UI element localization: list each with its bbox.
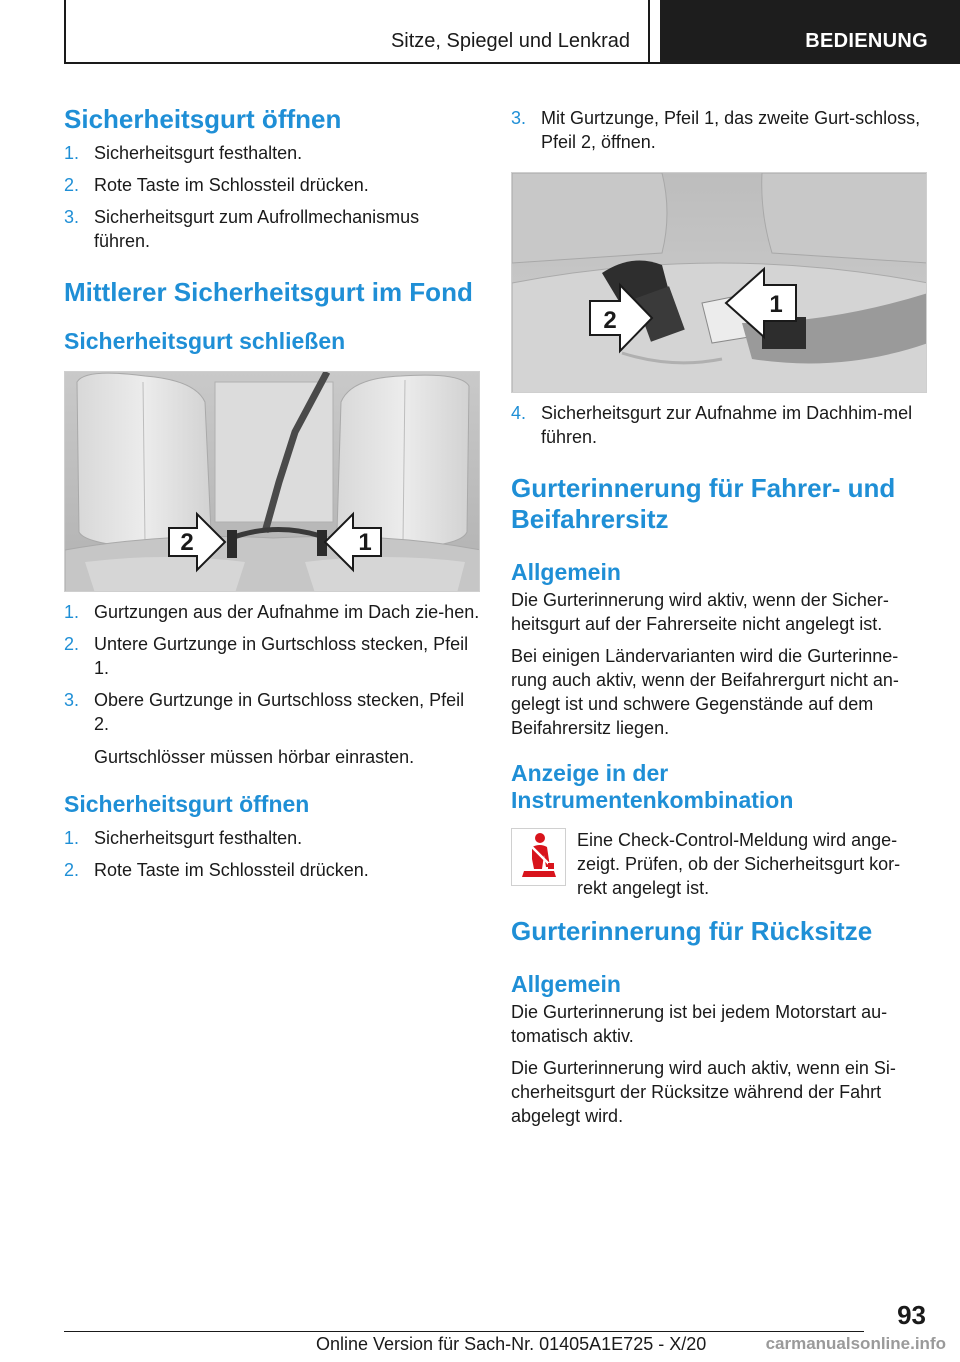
footer-rule: [64, 1331, 864, 1332]
paragraph-general-1b: Bei einigen Ländervarianten wird die Gurterinne-rung auch aktiv, wenn der Beifahrergurt nicht an-gelegt ist und schwere Gegenstände auf dem Beifahrersitz liegen.: [511, 646, 899, 738]
paragraph-general-1a: Die Gurterinnerung wird aktiv, wenn der Sicher-heitsgurt auf der Fahrerseite nicht angelegt ist.: [511, 590, 889, 634]
step-text: Rote Taste im Schlossteil drücken.: [94, 860, 369, 880]
step-text: Obere Gurtzunge in Gurtschloss stecken, Pfeil 2.: [94, 690, 465, 734]
step-number: 3.: [64, 690, 80, 710]
paragraph-general-2a: Die Gurterinnerung ist bei jedem Motorstart au-tomatisch aktiv.: [511, 1002, 888, 1046]
open-belt-steps-2: [64, 826, 480, 882]
list-item: [64, 205, 480, 253]
list-item: [64, 632, 480, 680]
page-number: 93: [897, 1300, 926, 1330]
step-number: 2.: [64, 860, 80, 880]
step-number: 2.: [64, 634, 80, 654]
right-column: [511, 100, 926, 1128]
step-number: 4.: [511, 403, 527, 423]
list-item: [511, 401, 926, 449]
heading-reminder-front: Gurterinnerung für Fahrer- und Beifahrersitz: [511, 473, 896, 534]
list-item: [64, 600, 480, 624]
step-number: 1.: [64, 828, 80, 848]
step-text: Sicherheitsgurt festhalten.: [94, 828, 303, 848]
step-text: Sicherheitsgurt zum Aufrollmechanismus führen.: [94, 207, 420, 251]
list-item: [64, 688, 480, 769]
step-text: Mit Gurtzunge, Pfeil 1, das zweite Gurt-schloss, Pfeil 2, öffnen.: [541, 108, 921, 152]
heading-open-belt-2: Sicherheitsgurt öffnen: [64, 791, 310, 817]
list-item: [511, 106, 926, 154]
list-item: [64, 826, 480, 850]
header-section-title: Sitze, Spiegel und Lenkrad: [390, 30, 630, 52]
step-text: Rote Taste im Schlossteil drücken.: [94, 175, 369, 195]
heading-open-belt: Sicherheitsgurt öffnen: [64, 104, 342, 134]
open-second-buckle-step: [511, 106, 926, 154]
seatbelt-warning-icon: [511, 828, 566, 886]
step-text: Untere Gurtzunge in Gurtschloss stecken, Pfeil 1.: [94, 634, 469, 678]
heading-middle-belt: Mittlerer Sicherheitsgurt im Fond: [64, 277, 473, 307]
step-text: Gurtzungen aus der Aufnahme im Dach zie-hen.: [94, 602, 480, 622]
step-number: 1.: [64, 602, 80, 622]
warning-row: [511, 828, 926, 898]
heading-general-2: Allgemein: [511, 971, 621, 997]
figure-label-2: 2: [180, 529, 194, 556]
stow-belt-step: [511, 401, 926, 449]
close-belt-steps: [64, 600, 480, 769]
figure-label-1: 1: [358, 529, 372, 556]
header-chapter-label: BEDIENUNG: [805, 30, 928, 52]
list-item: [64, 173, 480, 197]
step-text: Sicherheitsgurt zur Aufnahme im Dachhim-mel führen.: [541, 403, 913, 447]
list-item: [64, 141, 480, 165]
step-number: 2.: [64, 175, 80, 195]
list-item: [64, 858, 480, 882]
step-number: 3.: [64, 207, 80, 227]
heading-general-1: Allgemein: [511, 559, 621, 585]
open-belt-steps: [64, 141, 480, 253]
step-number: 3.: [511, 108, 527, 128]
header-left-rule: [64, 0, 66, 64]
step-number: 1.: [64, 143, 80, 163]
step-text: Sicherheitsgurt festhalten.: [94, 143, 303, 163]
figure-label-2: 2: [603, 307, 617, 334]
step-note: Gurtschlösser müssen hörbar einrasten.: [94, 747, 415, 767]
figure-label-1: 1: [769, 291, 783, 318]
buckle-figure: [511, 172, 927, 393]
heading-close-belt: Sicherheitsgurt schließen: [64, 328, 346, 354]
heading-reminder-rear: Gurterinnerung für Rücksitze: [511, 916, 873, 946]
header-chapter-tab: [660, 0, 960, 64]
footer-online-version: Online Version für Sach-Nr. 01405A1E725 - X/20: [316, 1334, 707, 1354]
watermark: carmanualsonline.info: [765, 1334, 946, 1353]
heading-display: Anzeige in der Instrumentenkombination: [511, 760, 794, 813]
rear-seat-belt-figure: [64, 371, 480, 592]
warning-text: Eine Check-Control-Meldung wird ange-zeigt. Prüfen, ob der Sicherheitsgurt kor-rekt angelegt ist.: [577, 830, 901, 898]
paragraph-general-2b: Die Gurterinnerung wird auch aktiv, wenn ein Si-cherheitsgurt der Rücksitze während der Fahrt abgelegt wird.: [511, 1058, 896, 1126]
left-column: [64, 100, 480, 882]
header-divider-rule: [648, 0, 650, 64]
